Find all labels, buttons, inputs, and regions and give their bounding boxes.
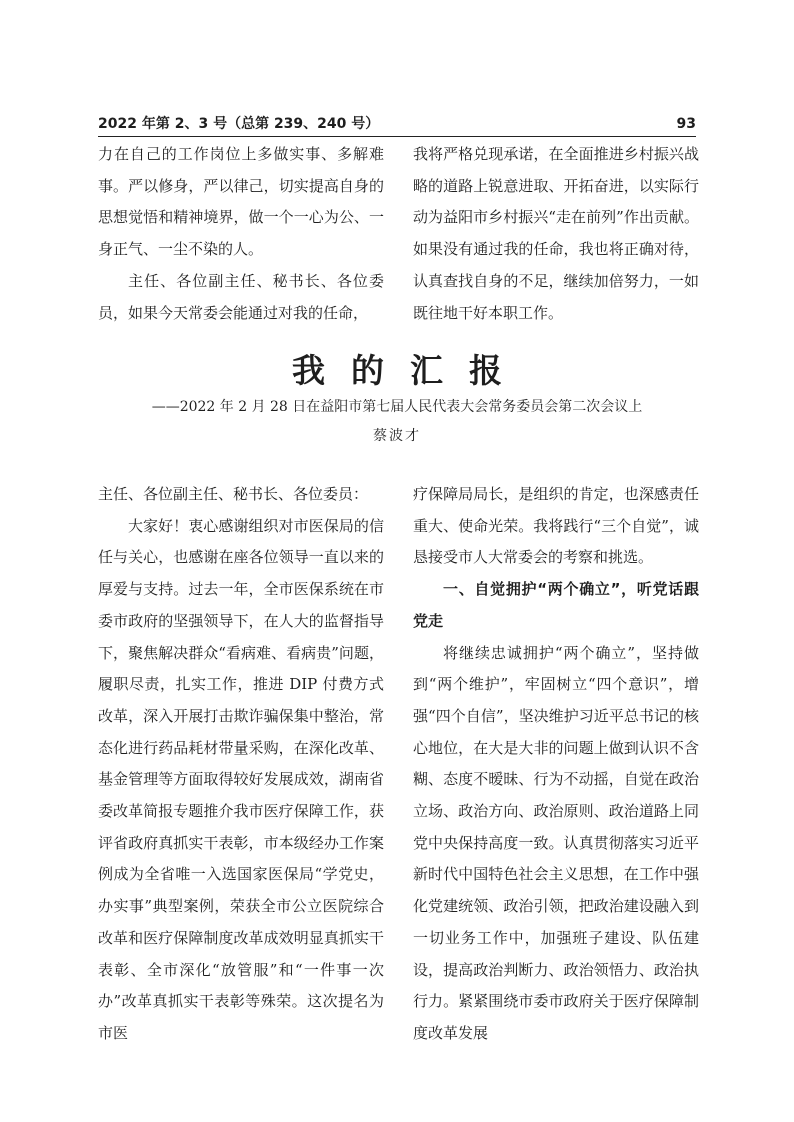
- article-subtitle: ——2022 年 2 月 28 日在益阳市第七届人民代表大会常务委员会第二次会议上: [151, 399, 643, 415]
- header-rule: [98, 136, 696, 137]
- intro-paragraph-continued: 疗保障局局长，是组织的肯定，也深感责任重大、使命光荣。我将践行“三个自觉”，诚恳接受市人大常委会的考察和挑选。: [413, 485, 699, 567]
- section-paragraph: 将继续忠诚拥护“两个确立”，坚持做到“两个维护”，牢固树立“四个意识”，增强“四个自信”，坚决维护习近平总书记的核心地位，在大是大非的问题上做到认识不含糊、态度不暧昧、行为不动摇，自觉在政治立场、政治方向、政治原则、政治道路上同党中央保持高度一致。认真贯彻落实习近平新时代中国特色社会主义思想，在工作中强化党建统领、政治引领，把政治建设融入到一切业务工作中，加强班子建设、队伍建设，提高政治判断力、政治领悟力、政治执行力。紧紧围绕市委市政府关于医疗保障制度改革发展: [413, 643, 699, 1042]
- previous-paragraph: 主任、各位副主任、秘书长、各位委员，如果今天常委会能通过对我的任命，: [98, 271, 384, 322]
- previous-paragraph-continued: 我将严格兑现承诺，在全面推进乡村振兴战略的道路上锐意进取、开拓奋进，以实际行动为益阳市乡村振兴“走在前列”作出贡献。如果没有通过我的任命，我也将正确对待，认真查找自身的不足，继续加倍努力，一如既往地干好本职工作。: [413, 145, 699, 322]
- intro-paragraph: 大家好！衷心感谢组织对市医保局的信任与关心，也感谢在座各位领导一直以来的厚爱与支持。过去一年，全市医保系统在市委市政府的坚强领导下，在人大的监督指导下，聚焦解决群众“看病难、看病贵”问题，履职尽责，扎实工作，推进 DIP 付费方式改革，深入开展打击欺诈骗保集中整治，常态化进行药品耗材带量采购，在深化改革、基金管理等方面取得较好发展成效，湖南省委改革简报专题推介我市医疗保障工作，获评省政府真抓实干表彰，市本级经办工作案例成为全省唯一入选国家医保局“学党史，办实事”典型案例，荣获全市公立医院综合改革和医疗保障制度改革成效明显真抓实干表彰、全市深化“放管服”和“一件事一次办”改革真抓实干表彰等殊荣。这次提名为市医: [98, 516, 384, 1042]
- section-heading: 一、自觉拥护“两个确立”，听党话跟党走: [413, 580, 699, 630]
- issue-info: 2022 年第 2、3 号（总第 239、240 号）: [98, 116, 380, 132]
- article-title: 我的汇报: [292, 351, 528, 390]
- previous-paragraph-continued: 力在自己的工作岗位上多做实事、多解难事。严以修身，严以律己，切实提高自身的思想觉悟和精神境界，做一个一心为公、一身正气、一尘不染的人。: [98, 145, 384, 259]
- article-left-column: [98, 479, 384, 1050]
- running-header: [98, 114, 696, 136]
- previous-article-left-column: [98, 139, 384, 329]
- previous-article-right-column: [413, 139, 699, 329]
- article-right-column: [413, 479, 699, 1050]
- page-number: 93: [676, 116, 696, 132]
- article-author: 蔡波才: [373, 428, 421, 444]
- salutation: 主任、各位副主任、秘书长、各位委员：: [98, 485, 369, 503]
